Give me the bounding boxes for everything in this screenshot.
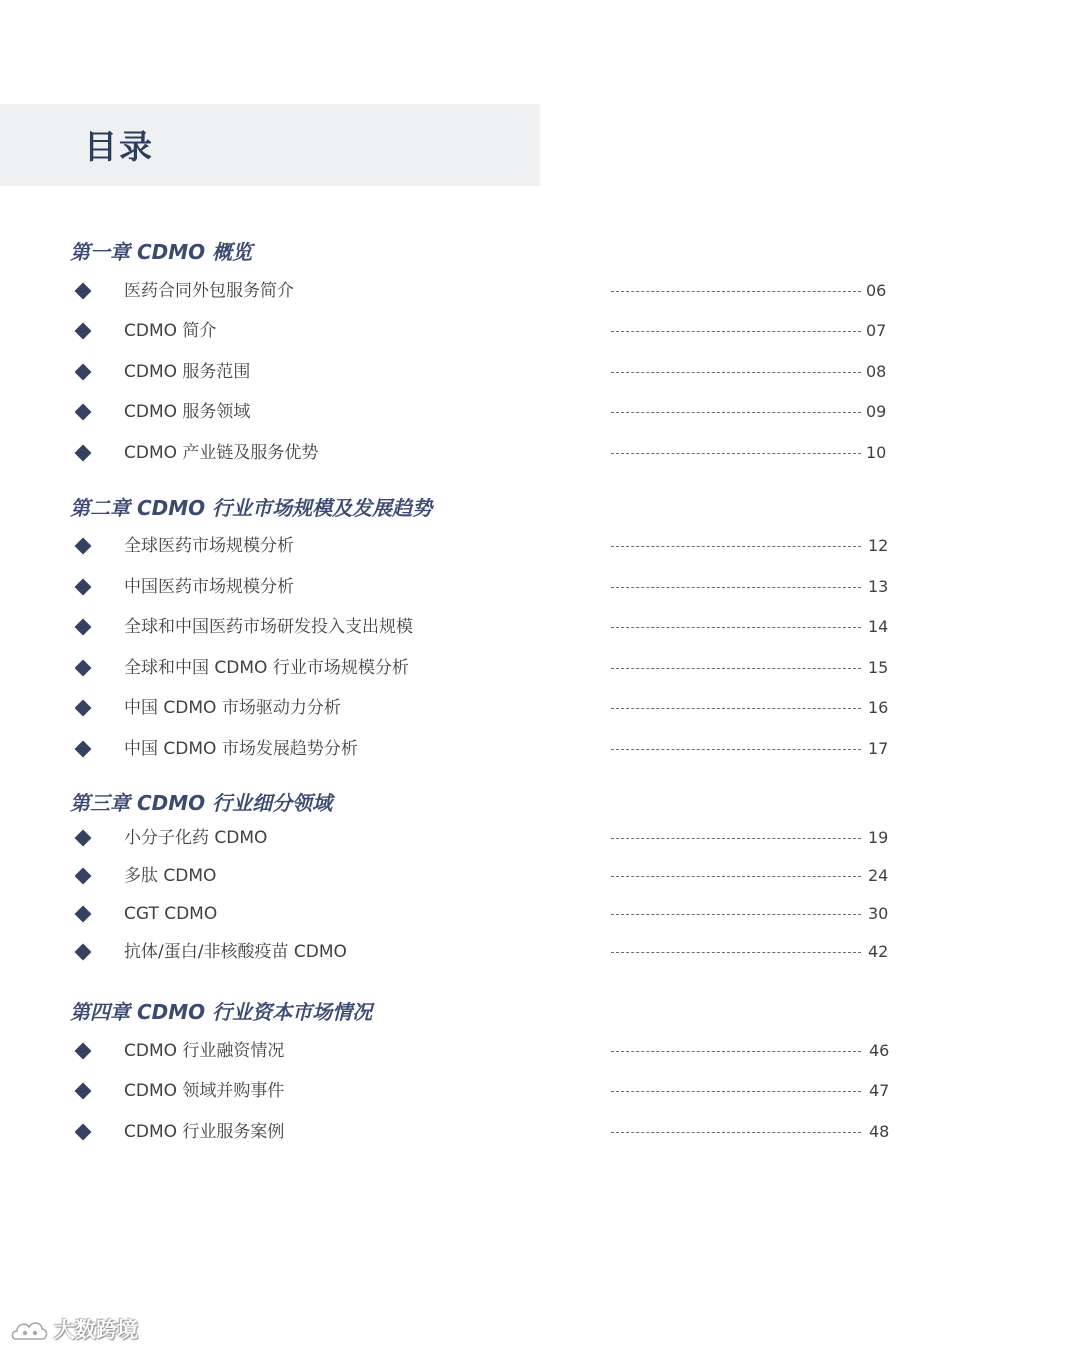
toc-entry[interactable]	[0, 319, 1080, 347]
page-title: 目录	[84, 127, 154, 166]
toc-entry-page: 12	[868, 536, 889, 555]
dotted-leader	[611, 412, 861, 413]
dotted-leader	[611, 708, 861, 709]
diamond-bullet-icon	[75, 830, 92, 847]
toc-entry-label: 抗体/蛋白/非核酸疫苗 CDMO	[124, 942, 347, 962]
diamond-bullet-icon	[75, 323, 92, 340]
toc-entry-label: 全球医药市场规模分析	[124, 536, 294, 556]
toc-entry-label: CGT CDMO	[124, 904, 218, 924]
toc-entry-label: 全球和中国 CDMO 行业市场规模分析	[124, 658, 409, 678]
toc-entry-label: CDMO 服务范围	[124, 362, 251, 382]
diamond-bullet-icon	[75, 619, 92, 636]
toc-entry-page: 10	[866, 443, 887, 462]
toc-entry-page: 09	[866, 402, 887, 421]
dotted-leader	[611, 838, 861, 839]
title-band	[0, 104, 540, 186]
dotted-leader	[611, 952, 861, 953]
dotted-leader	[611, 627, 861, 628]
toc-entry[interactable]	[0, 575, 1080, 603]
dotted-leader	[611, 372, 861, 373]
toc-entry-label: CDMO 行业服务案例	[124, 1122, 285, 1142]
chapter-title: 第二章 CDMO 行业市场规模及发展趋势	[70, 496, 433, 520]
dotted-leader	[611, 587, 861, 588]
watermark	[10, 1314, 138, 1344]
toc-entry[interactable]	[0, 1079, 1080, 1107]
toc-entry[interactable]	[0, 1039, 1080, 1067]
toc-entry[interactable]	[0, 902, 1080, 930]
toc-entry[interactable]	[0, 534, 1080, 562]
toc-entry[interactable]	[0, 656, 1080, 684]
toc-entry-page: 30	[868, 904, 889, 923]
toc-entry[interactable]	[0, 696, 1080, 724]
toc-entry[interactable]	[0, 360, 1080, 388]
dotted-leader	[611, 453, 861, 454]
watermark-text: 大数跨境	[54, 1318, 138, 1342]
toc-entry[interactable]	[0, 1120, 1080, 1148]
toc-entry-page: 08	[866, 362, 887, 381]
diamond-bullet-icon	[75, 445, 92, 462]
toc-entry-page: 07	[866, 321, 887, 340]
diamond-bullet-icon	[75, 579, 92, 596]
toc-entry-label: CDMO 行业融资情况	[124, 1041, 285, 1061]
toc-entry-page: 46	[869, 1041, 890, 1060]
chapter-title: 第四章 CDMO 行业资本市场情况	[70, 1000, 373, 1024]
diamond-bullet-icon	[75, 700, 92, 717]
toc-entry-page: 24	[868, 866, 889, 885]
diamond-bullet-icon	[75, 868, 92, 885]
diamond-bullet-icon	[75, 944, 92, 961]
dotted-leader	[611, 1051, 861, 1052]
diamond-bullet-icon	[75, 538, 92, 555]
toc-entry[interactable]	[0, 864, 1080, 892]
diamond-bullet-icon	[75, 283, 92, 300]
toc-entry-page: 14	[868, 617, 889, 636]
toc-entry-label: CDMO 服务领域	[124, 402, 251, 422]
diamond-bullet-icon	[75, 660, 92, 677]
toc-entry-label: 全球和中国医药市场研发投入支出规模	[124, 617, 413, 637]
toc-entry[interactable]	[0, 615, 1080, 643]
toc-entry[interactable]	[0, 737, 1080, 765]
toc-entry-label: 小分子化药 CDMO	[124, 828, 268, 848]
diamond-bullet-icon	[75, 741, 92, 758]
toc-entry-label: 中国 CDMO 市场驱动力分析	[124, 698, 341, 718]
toc-entry-page: 47	[869, 1081, 890, 1100]
diamond-bullet-icon	[75, 1083, 92, 1100]
toc-entry-label: 中国 CDMO 市场发展趋势分析	[124, 739, 358, 759]
toc-entry-page: 17	[868, 739, 889, 758]
cloud-logo-icon	[10, 1315, 50, 1343]
toc-entry-page: 42	[868, 942, 889, 961]
dotted-leader	[611, 914, 861, 915]
dotted-leader	[611, 291, 861, 292]
toc-entry-label: 医药合同外包服务简介	[124, 281, 294, 301]
toc-entry[interactable]	[0, 826, 1080, 854]
toc-entry-label: 中国医药市场规模分析	[124, 577, 294, 597]
dotted-leader	[611, 749, 861, 750]
toc-entry[interactable]	[0, 441, 1080, 469]
toc-entry-page: 06	[866, 281, 887, 300]
toc-entry-page: 15	[868, 658, 889, 677]
toc-entry-page: 48	[869, 1122, 890, 1141]
diamond-bullet-icon	[75, 1043, 92, 1060]
toc-entry-label: CDMO 领域并购事件	[124, 1081, 285, 1101]
toc-entry-page: 19	[868, 828, 889, 847]
toc-entry-label: CDMO 产业链及服务优势	[124, 443, 319, 463]
toc-entry[interactable]	[0, 400, 1080, 428]
dotted-leader	[611, 876, 861, 877]
chapter-title: 第一章 CDMO 概览	[70, 240, 253, 264]
dotted-leader	[611, 668, 861, 669]
toc-entry-page: 16	[868, 698, 889, 717]
diamond-bullet-icon	[75, 1124, 92, 1141]
toc-entry-page: 13	[868, 577, 889, 596]
diamond-bullet-icon	[75, 906, 92, 923]
dotted-leader	[611, 1132, 861, 1133]
dotted-leader	[611, 331, 861, 332]
chapter-title: 第三章 CDMO 行业细分领域	[70, 791, 333, 815]
dotted-leader	[611, 546, 861, 547]
diamond-bullet-icon	[75, 364, 92, 381]
diamond-bullet-icon	[75, 404, 92, 421]
toc-entry[interactable]	[0, 279, 1080, 307]
toc-entry-label: CDMO 简介	[124, 321, 217, 341]
toc-entry-label: 多肽 CDMO	[124, 866, 217, 886]
toc-entry[interactable]	[0, 940, 1080, 968]
dotted-leader	[611, 1091, 861, 1092]
